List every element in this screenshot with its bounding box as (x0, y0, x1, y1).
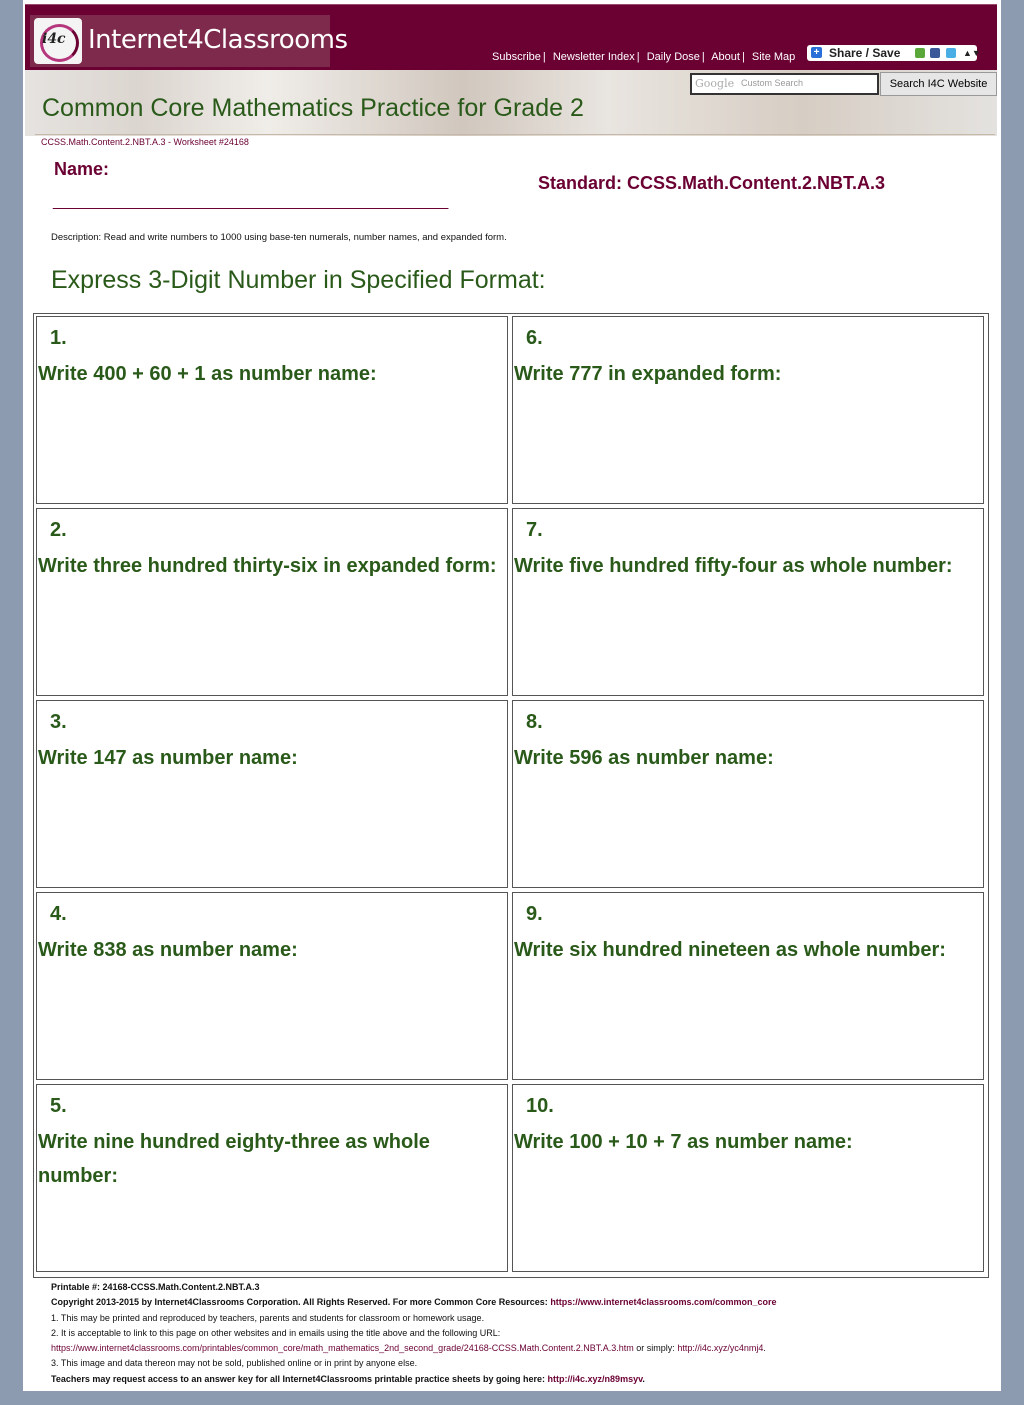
question-number: 2. (50, 519, 67, 541)
question-number: 1. (50, 327, 67, 349)
logo-badge (34, 18, 82, 64)
section-title: Express 3-Digit Number in Specified Format: (51, 266, 546, 294)
printable-number: Printable #: 24168-CCSS.Math.Content.2.NBT.A.3 (51, 1282, 260, 1292)
google-brand: Google (695, 77, 735, 90)
share-label: Share / Save (829, 46, 901, 60)
worksheet-footer (51, 1280, 981, 1387)
question-text: Write 838 as number name: (38, 939, 298, 961)
chevron-updown-icon: ▲▼ (963, 48, 981, 58)
question-cell-5 (36, 1084, 508, 1272)
copyright-text: Copyright 2013-2015 by Internet4Classrooms Corporation. All Rights Reserved. For more Common Core Resources: (51, 1297, 548, 1308)
title-divider (35, 134, 995, 135)
question-text: Write nine hundred eighty-three as whole number: (38, 1131, 430, 1187)
question-cell-9 (512, 892, 984, 1080)
twitter-icon (946, 48, 956, 58)
nav-daily-dose[interactable]: Daily Dose (646, 51, 700, 63)
share-save-button[interactable] (807, 45, 981, 61)
page-title: Common Core Mathematics Practice for Grade 2 (42, 94, 584, 122)
question-text: Write 147 as number name: (38, 747, 298, 769)
site-logo[interactable] (30, 15, 348, 67)
logo-mark: i4c (42, 31, 66, 47)
url-or-text: or simply: (633, 1343, 678, 1354)
nav-site-map[interactable]: Site Map (751, 51, 796, 63)
short-url-link[interactable]: http://i4c.xyz/yc4nmj4 (677, 1343, 764, 1354)
question-cell-4 (36, 892, 508, 1080)
nav-subscribe[interactable]: Subscribe (492, 51, 541, 63)
question-text: Write 777 in expanded form: (514, 363, 782, 385)
note-1: 1. This may be printed and reproduced by teachers, parents and students for classroom or homework usage. (51, 1312, 485, 1323)
share-email-icon (915, 48, 925, 58)
url-end: . (763, 1343, 766, 1354)
question-text: Write three hundred thirty-six in expanded form: (38, 555, 497, 577)
question-text: Write five hundred fifty-four as whole number: (514, 555, 953, 577)
question-number: 9. (526, 903, 543, 925)
search-input[interactable] (690, 73, 879, 95)
answer-key-end: . (642, 1373, 645, 1384)
question-text: Write 100 + 10 + 7 as number name: (514, 1131, 853, 1153)
question-cell-3 (36, 700, 508, 888)
common-core-link[interactable]: https://www.internet4classrooms.com/common_core (550, 1297, 777, 1308)
answer-key-link[interactable]: http://i4c.xyz/n89msyv (547, 1373, 643, 1384)
question-text: Write 596 as number name: (514, 747, 774, 769)
worksheet-description: Description: Read and write numbers to 1000 using base-ten numerals, number names, and expanded form. (51, 232, 507, 243)
question-number: 6. (526, 327, 543, 349)
question-cell-8 (512, 700, 984, 888)
url-line (51, 1341, 981, 1356)
logo-text: Internet4Classrooms (88, 25, 348, 55)
name-label: Name: (54, 159, 110, 179)
name-line: _______________________________________________ (53, 193, 448, 210)
question-number: 7. (526, 519, 543, 541)
question-grid (33, 313, 989, 1278)
question-number: 8. (526, 711, 543, 733)
search-placeholder: Custom Search (741, 78, 804, 88)
question-cell-7 (512, 508, 984, 696)
question-number: 5. (50, 1095, 67, 1117)
question-cell-1 (36, 316, 508, 504)
question-number: 4. (50, 903, 67, 925)
facebook-icon (930, 48, 940, 58)
nav-newsletter-index[interactable]: Newsletter Index (552, 51, 635, 63)
question-number: 3. (50, 711, 67, 733)
question-cell-10 (512, 1084, 984, 1272)
question-text: Write 400 + 60 + 1 as number name: (38, 363, 377, 385)
question-number: 10. (526, 1095, 554, 1117)
question-cell-2 (36, 508, 508, 696)
question-cell-6 (512, 316, 984, 504)
top-nav: Subscribe | Newsletter Index | Daily Dose | About | Site Map (492, 51, 796, 63)
site-header (25, 4, 997, 71)
worksheet-url-link[interactable]: https://www.internet4classrooms.com/printables/common_core/math_mathematics_2nd_second_grade/24168-CCSS.Math.Content.2.NBT.A.3.htm (51, 1343, 634, 1354)
share-plus-icon: + (811, 47, 822, 58)
note-3: 3. This image and data thereon may not be sold, published online or in print by anyone else. (51, 1358, 418, 1369)
nav-about[interactable]: About (711, 51, 740, 63)
answer-key-line (51, 1372, 981, 1387)
copyright-line (51, 1295, 981, 1310)
search-button[interactable]: Search I4C Website (880, 72, 997, 96)
answer-key-text: Teachers may request access to an answer key for all Internet4Classrooms printable practice sheets by going here: (51, 1373, 546, 1384)
standard-label: Standard: CCSS.Math.Content.2.NBT.A.3 (538, 173, 886, 193)
note-2: 2. It is acceptable to link to this page on other websites and in emails using the title above and the following URL: (51, 1327, 501, 1338)
question-text: Write six hundred nineteen as whole number: (514, 939, 946, 961)
breadcrumb: CCSS.Math.Content.2.NBT.A.3 - Worksheet #24168 (41, 137, 249, 147)
